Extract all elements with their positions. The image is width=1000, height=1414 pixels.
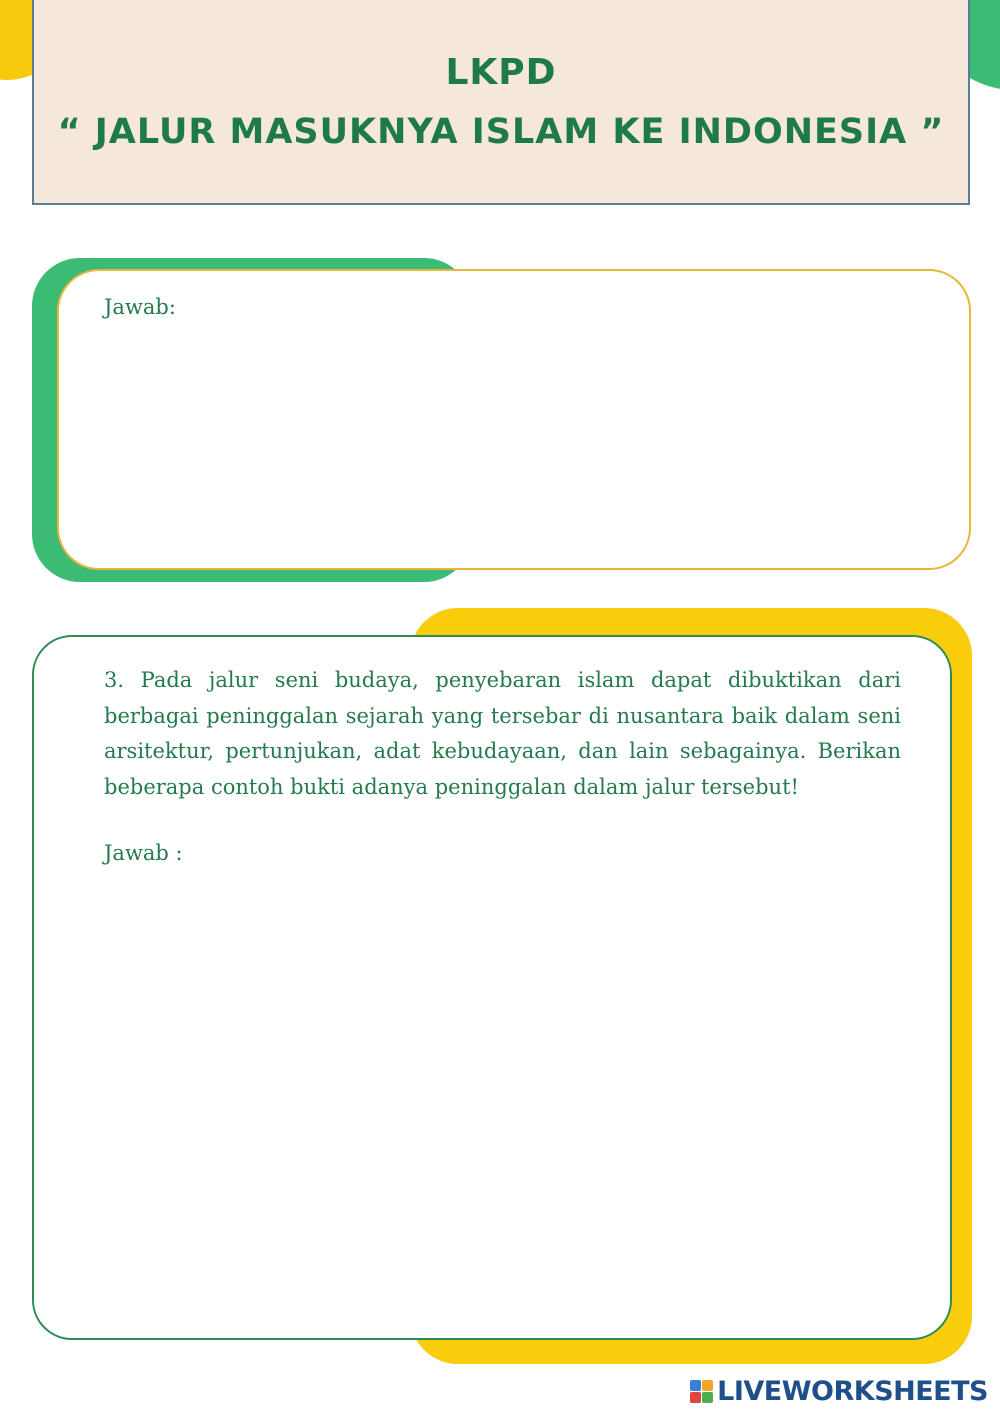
question-box-3[interactable] [32, 635, 952, 1340]
logo-square [690, 1380, 701, 1391]
answer-label-1: Jawab: [104, 295, 176, 319]
page-subtitle: “ JALUR MASUKNYA ISLAM KE INDONESIA ” [57, 112, 945, 152]
liveworksheets-text: LIVEWORKSHEETS [717, 1375, 988, 1407]
question-text-3: 3. Pada jalur seni budaya, penyebaran islam dapat dibuktikan dari berbagai peninggalan sejarah yang tersebar di nusantara baik dalam seni arsitektur, pertunjukan, adat kebudayaan, dan lain sebagainya. Berikan beberapa contoh bukti adanya peninggalan dalam jalur tersebut! [104, 668, 901, 799]
logo-square [702, 1392, 713, 1403]
answer-box-1[interactable] [57, 269, 971, 570]
header-banner [32, 0, 970, 205]
logo-square [690, 1392, 701, 1403]
liveworksheets-logo [690, 1376, 988, 1406]
answer-label-3: Jawab : [104, 841, 183, 865]
liveworksheets-icon [690, 1380, 713, 1403]
logo-square [702, 1380, 713, 1391]
page-title: LKPD [445, 52, 557, 93]
